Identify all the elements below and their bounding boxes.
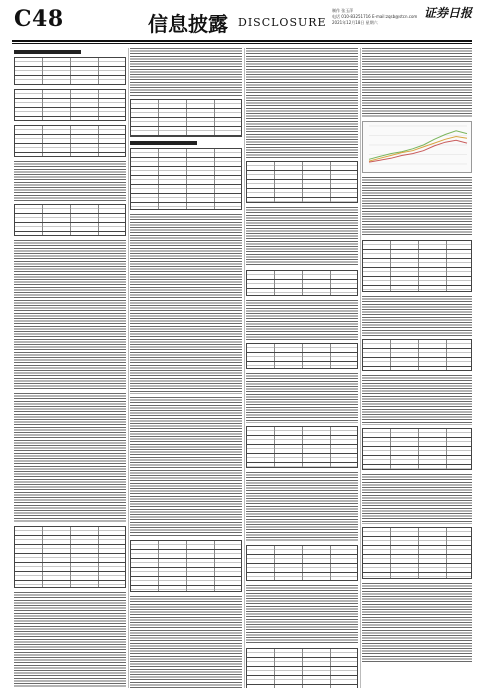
text-block [362, 296, 472, 336]
header-rule-thin [12, 43, 472, 44]
text-block [362, 375, 472, 425]
column-divider [360, 48, 361, 688]
chart-series-line-3 [369, 140, 467, 162]
data-table [362, 240, 472, 292]
column-4 [362, 48, 472, 688]
text-block [362, 474, 472, 524]
page-header [0, 0, 484, 44]
text-block [246, 585, 358, 645]
data-table [130, 148, 242, 210]
text-block [14, 240, 126, 390]
data-table [130, 540, 242, 592]
text-block [14, 161, 126, 201]
data-table [246, 648, 358, 688]
masthead-logo: 证券日报 [424, 6, 473, 20]
text-block [14, 592, 126, 688]
column-3 [246, 48, 358, 688]
text-block [130, 397, 242, 537]
text-block [362, 48, 472, 118]
column-2 [130, 48, 242, 688]
subheading [14, 50, 81, 54]
text-block [246, 472, 358, 542]
data-table [246, 426, 358, 468]
data-table [362, 339, 472, 371]
data-table [14, 57, 126, 85]
data-table [246, 343, 358, 369]
data-table [362, 527, 472, 579]
text-block [246, 48, 358, 158]
column-divider [128, 48, 129, 688]
data-table [14, 204, 126, 236]
line-chart [362, 121, 472, 173]
column-1 [14, 48, 126, 688]
data-table [14, 125, 126, 157]
chart-series-line-2 [369, 137, 467, 162]
data-table [246, 270, 358, 296]
text-block [362, 583, 472, 663]
data-table [362, 428, 472, 470]
data-table [14, 89, 126, 121]
header-rule [12, 40, 472, 42]
chart-svg [363, 122, 471, 170]
subheading [130, 141, 197, 145]
data-table [130, 99, 242, 137]
text-block [14, 393, 126, 523]
data-table [246, 161, 358, 203]
text-block [130, 48, 242, 96]
text-block [246, 300, 358, 340]
contact-line: 电话 010-83251716 E-mail:zqsb@stcn.com [332, 14, 418, 19]
section-title-cn: 信息披露 [148, 12, 228, 36]
text-block [246, 207, 358, 267]
text-block [130, 596, 242, 688]
data-table [14, 526, 126, 588]
text-block [130, 214, 242, 394]
section-title-en: DISCLOSURE [238, 16, 327, 29]
editor-line: 制作 张玉萍 [332, 8, 354, 13]
page-number: C48 [14, 6, 64, 32]
date-line: 2021年12月18日 星期六 [332, 20, 378, 25]
text-block [362, 177, 472, 237]
text-block [246, 373, 358, 423]
column-divider [244, 48, 245, 688]
data-table [246, 545, 358, 581]
